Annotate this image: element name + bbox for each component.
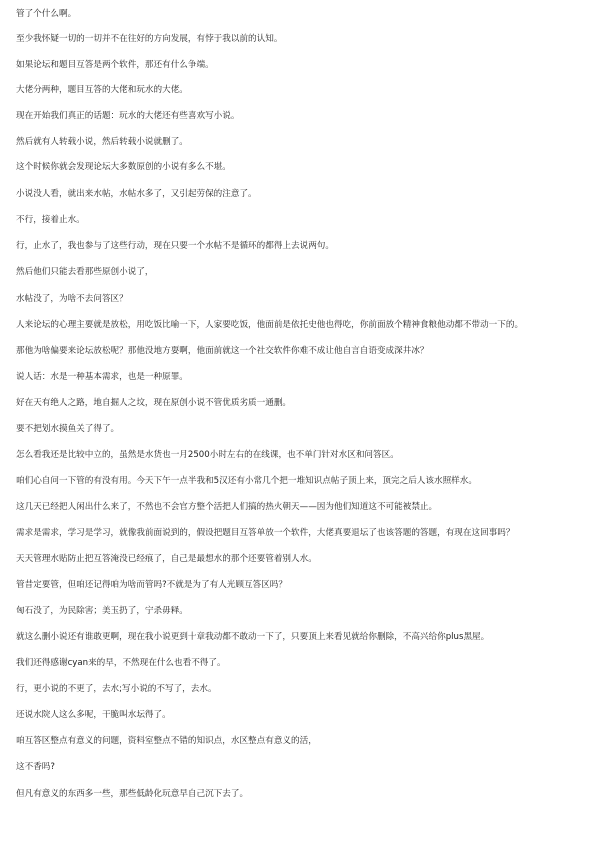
paragraph: 不行，接着止水。	[16, 214, 85, 225]
paragraph: 要不把划水摸鱼关了得了。	[16, 423, 120, 434]
paragraph: 这个时候你就会发现论坛大多数原创的小说有多么不堪。	[16, 161, 231, 172]
paragraph: 但凡有意义的东西多一些，那些低龄化玩意早自己沉下去了。	[16, 788, 249, 799]
paragraph: 然后就有人转载小说，然后转载小说就删了。	[16, 136, 188, 147]
paragraph: 就这么删小说还有谁敢更啊，现在我小说更到十章我动都不敢动一下了，只要顶上来看见就给你删除，不高兴给你plus黑屋。	[16, 631, 490, 642]
paragraph: 水帖没了，为啥不去问答区？	[16, 293, 128, 304]
paragraph: 小说没人看，就出来水帖，水帖水多了，又引起劳保的注意了。	[16, 188, 257, 199]
paragraph: 大佬分两种，题目互答的大佬和玩水的大佬。	[16, 84, 188, 95]
paragraph: 说人话：水是一种基本需求，也是一种原罪。	[16, 371, 188, 382]
paragraph: 至少我怀疑一切的一切并不在往好的方向发展，有悖于我以前的认知。	[16, 33, 283, 44]
paragraph: 需求是需求，学习是学习，就像我前面说到的，假设把题目互答单放一个软件，大佬真要退坛了也该答题的答题，有现在这回事吗？	[16, 527, 515, 538]
paragraph: 行，止水了，我也参与了这些行动，现在只要一个水帖不是循环的都得上去说两句。	[16, 240, 334, 251]
paragraph: 我们还得感谢cyan来的早，不然现在什么也看不得了。	[16, 657, 226, 668]
paragraph: 好在天有绝人之路，地自掘人之坟，现在原创小说不管优质劣质一通删。	[16, 397, 292, 408]
paragraph: 咱们心自问一下管的有没有用。今天下午一点半我和5汉还有小常几个把一堆知识点帖子顶上来，顶完之后人该水照样水。	[16, 475, 477, 486]
paragraph: 还说水院人这么多呢，干脆叫水坛得了。	[16, 709, 171, 720]
paragraph: 怎么看我还是比较中立的，虽然是水货也一月2500小时左右的在线课，也不单门针对水区和问答区。	[16, 449, 399, 460]
paragraph: 这不香吗?	[16, 761, 55, 772]
paragraph: 管了个什么啊。	[16, 8, 77, 19]
paragraph: 天天管理水贴防止把互答淹没已经痕了，自己是最想水的那个还要管着别人水。	[16, 553, 317, 564]
paragraph: 匈石没了，为民除害；美玉扔了，宁杀毋释。	[16, 605, 188, 616]
paragraph: 管昔定要管，但咱还记得咱为啥而管吗?不就是为了有人光顾互答区吗？	[16, 579, 287, 590]
paragraph: 这几天已经把人闲出什么来了，不然也不会官方整个活把人们搞的热火朝天——因为他们知道这不可能被禁止。	[16, 501, 438, 512]
paragraph: 行，更小说的不更了，去水;写小说的不写了，去水。	[16, 683, 217, 694]
paragraph: 如果论坛和题目互答是两个软件，那还有什么争端。	[16, 59, 214, 70]
paragraph: 现在开始我们真正的话题：玩水的大佬还有些喜欢写小说。	[16, 110, 240, 121]
paragraph: 那他为啥偏要来论坛放松呢？那他没地方耍啊，他面前就这一个社交软件你难不成让他自言自语变成深井冰？	[16, 345, 429, 356]
paragraph: 人来论坛的心理主要就是放松，用吃饭比喻一下，人家要吃饭，他面前是依托史他也得吃，你前面放个精神食粮他动都不带动一下的。	[16, 319, 524, 330]
paragraph: 然后他们只能去看那些原创小说了，	[16, 266, 154, 277]
paragraph: 咱互答区整点有意义的问题，资料室整点不错的知识点，水区整点有意义的活，	[16, 735, 317, 746]
